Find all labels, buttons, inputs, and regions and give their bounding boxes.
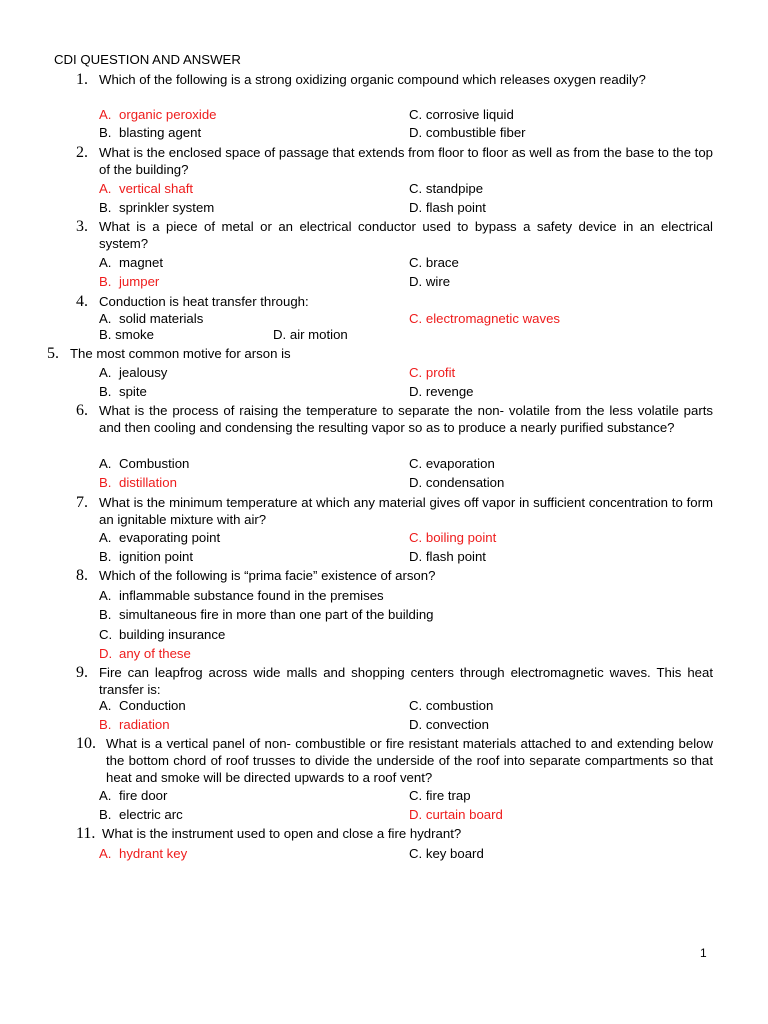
question-text: What is the process of raising the temperature to separate the non- volatile from the less volatile parts and then cooling and condensing the resulting vapor so as to produce a nearly purified substance? xyxy=(99,403,713,435)
answer-option: B. blasting agent xyxy=(99,125,202,140)
answer-option: A. hydrant key xyxy=(99,846,188,861)
answer-option: B. sprinkler system xyxy=(99,200,215,215)
answer-option: C. building insurance xyxy=(99,627,226,642)
answer-option: C. combustion xyxy=(409,698,494,713)
question-number: 5. xyxy=(47,345,59,362)
answer-option: A. Conduction xyxy=(99,698,186,713)
answer-option: C. brace xyxy=(409,255,459,270)
page-number: 1 xyxy=(700,946,707,960)
document-title: CDI QUESTION AND ANSWER xyxy=(54,52,241,67)
question-number: 6. xyxy=(76,402,88,419)
answer-option: C. corrosive liquid xyxy=(409,107,514,122)
answer-option: A. evaporating point xyxy=(99,530,221,545)
answer-option: C. fire trap xyxy=(409,788,471,803)
answer-option: A. vertical shaft xyxy=(99,181,194,196)
question-text: The most common motive for arson is xyxy=(70,346,291,361)
answer-option: D. air motion xyxy=(273,327,348,342)
answer-option: D. any of these xyxy=(99,646,191,661)
question-number: 11. xyxy=(76,825,96,842)
answer-option: D. flash point xyxy=(409,549,486,564)
question-number: 3. xyxy=(76,218,88,235)
question-text: What is the instrument used to open and close a fire hydrant? xyxy=(102,826,462,841)
answer-option: D. revenge xyxy=(409,384,474,399)
question-number: 7. xyxy=(76,494,88,511)
answer-option: D. combustible fiber xyxy=(409,125,526,140)
answer-option: B. smoke xyxy=(99,327,154,342)
answer-option: D. flash point xyxy=(409,200,486,215)
answer-option: A. magnet xyxy=(99,255,163,270)
answer-option: B. jumper xyxy=(99,274,160,289)
question-text: Which of the following is a strong oxidizing organic compound which releases oxygen readily? xyxy=(99,72,646,87)
question-number: 4. xyxy=(76,293,88,310)
answer-option: A. inflammable substance found in the premises xyxy=(99,588,384,603)
question-text: What is the enclosed space of passage that extends from floor to floor as well as from the base to the top of the building? xyxy=(99,145,713,177)
answer-option: A. fire door xyxy=(99,788,168,803)
answer-option: D. curtain board xyxy=(409,807,503,822)
answer-option: B. spite xyxy=(99,384,147,399)
answer-option: D. wire xyxy=(409,274,451,289)
answer-option: C. boiling point xyxy=(409,530,497,545)
question-number: 9. xyxy=(76,664,88,681)
answer-option: A. solid materials xyxy=(99,311,204,326)
answer-option: B. electric arc xyxy=(99,807,183,822)
answer-option: C. evaporation xyxy=(409,456,495,471)
question-number: 1. xyxy=(76,71,88,88)
answer-option: A. jealousy xyxy=(99,365,168,380)
question-number: 2. xyxy=(76,144,88,161)
answer-option: B. simultaneous fire in more than one part of the building xyxy=(99,607,434,622)
answer-option: D. convection xyxy=(409,717,489,732)
question-text: What is a piece of metal or an electrical conductor used to bypass a safety device in an electrical system? xyxy=(99,219,713,251)
question-text: What is the minimum temperature at which any material gives off vapor in sufficient concentration to form an ignitable mixture with air? xyxy=(99,495,713,527)
question-text: Which of the following is “prima facie” existence of arson? xyxy=(99,568,436,583)
answer-option: D. condensation xyxy=(409,475,505,490)
answer-option: A. Combustion xyxy=(99,456,190,471)
answer-option: C. electromagnetic waves xyxy=(409,311,560,326)
answer-option: A. organic peroxide xyxy=(99,107,217,122)
question-text: Conduction is heat transfer through: xyxy=(99,294,309,309)
answer-option: C. standpipe xyxy=(409,181,484,196)
answer-option: B. radiation xyxy=(99,717,170,732)
answer-option: C. key board xyxy=(409,846,484,861)
answer-option: C. profit xyxy=(409,365,456,380)
answer-option: B. ignition point xyxy=(99,549,194,564)
question-text: Fire can leapfrog across wide malls and shopping centers through electromagnetic waves. This heat transfer is: xyxy=(99,665,713,697)
question-text: What is a vertical panel of non- combustible or fire resistant materials attached to and extending below the bottom chord of roof trusses to divide the underside of the roof into separate compartments so that heat and smoke will be directed upwards to a roof vent? xyxy=(106,736,713,785)
question-number: 8. xyxy=(76,567,88,584)
answer-option: B. distillation xyxy=(99,475,177,490)
question-number: 10. xyxy=(76,735,96,752)
